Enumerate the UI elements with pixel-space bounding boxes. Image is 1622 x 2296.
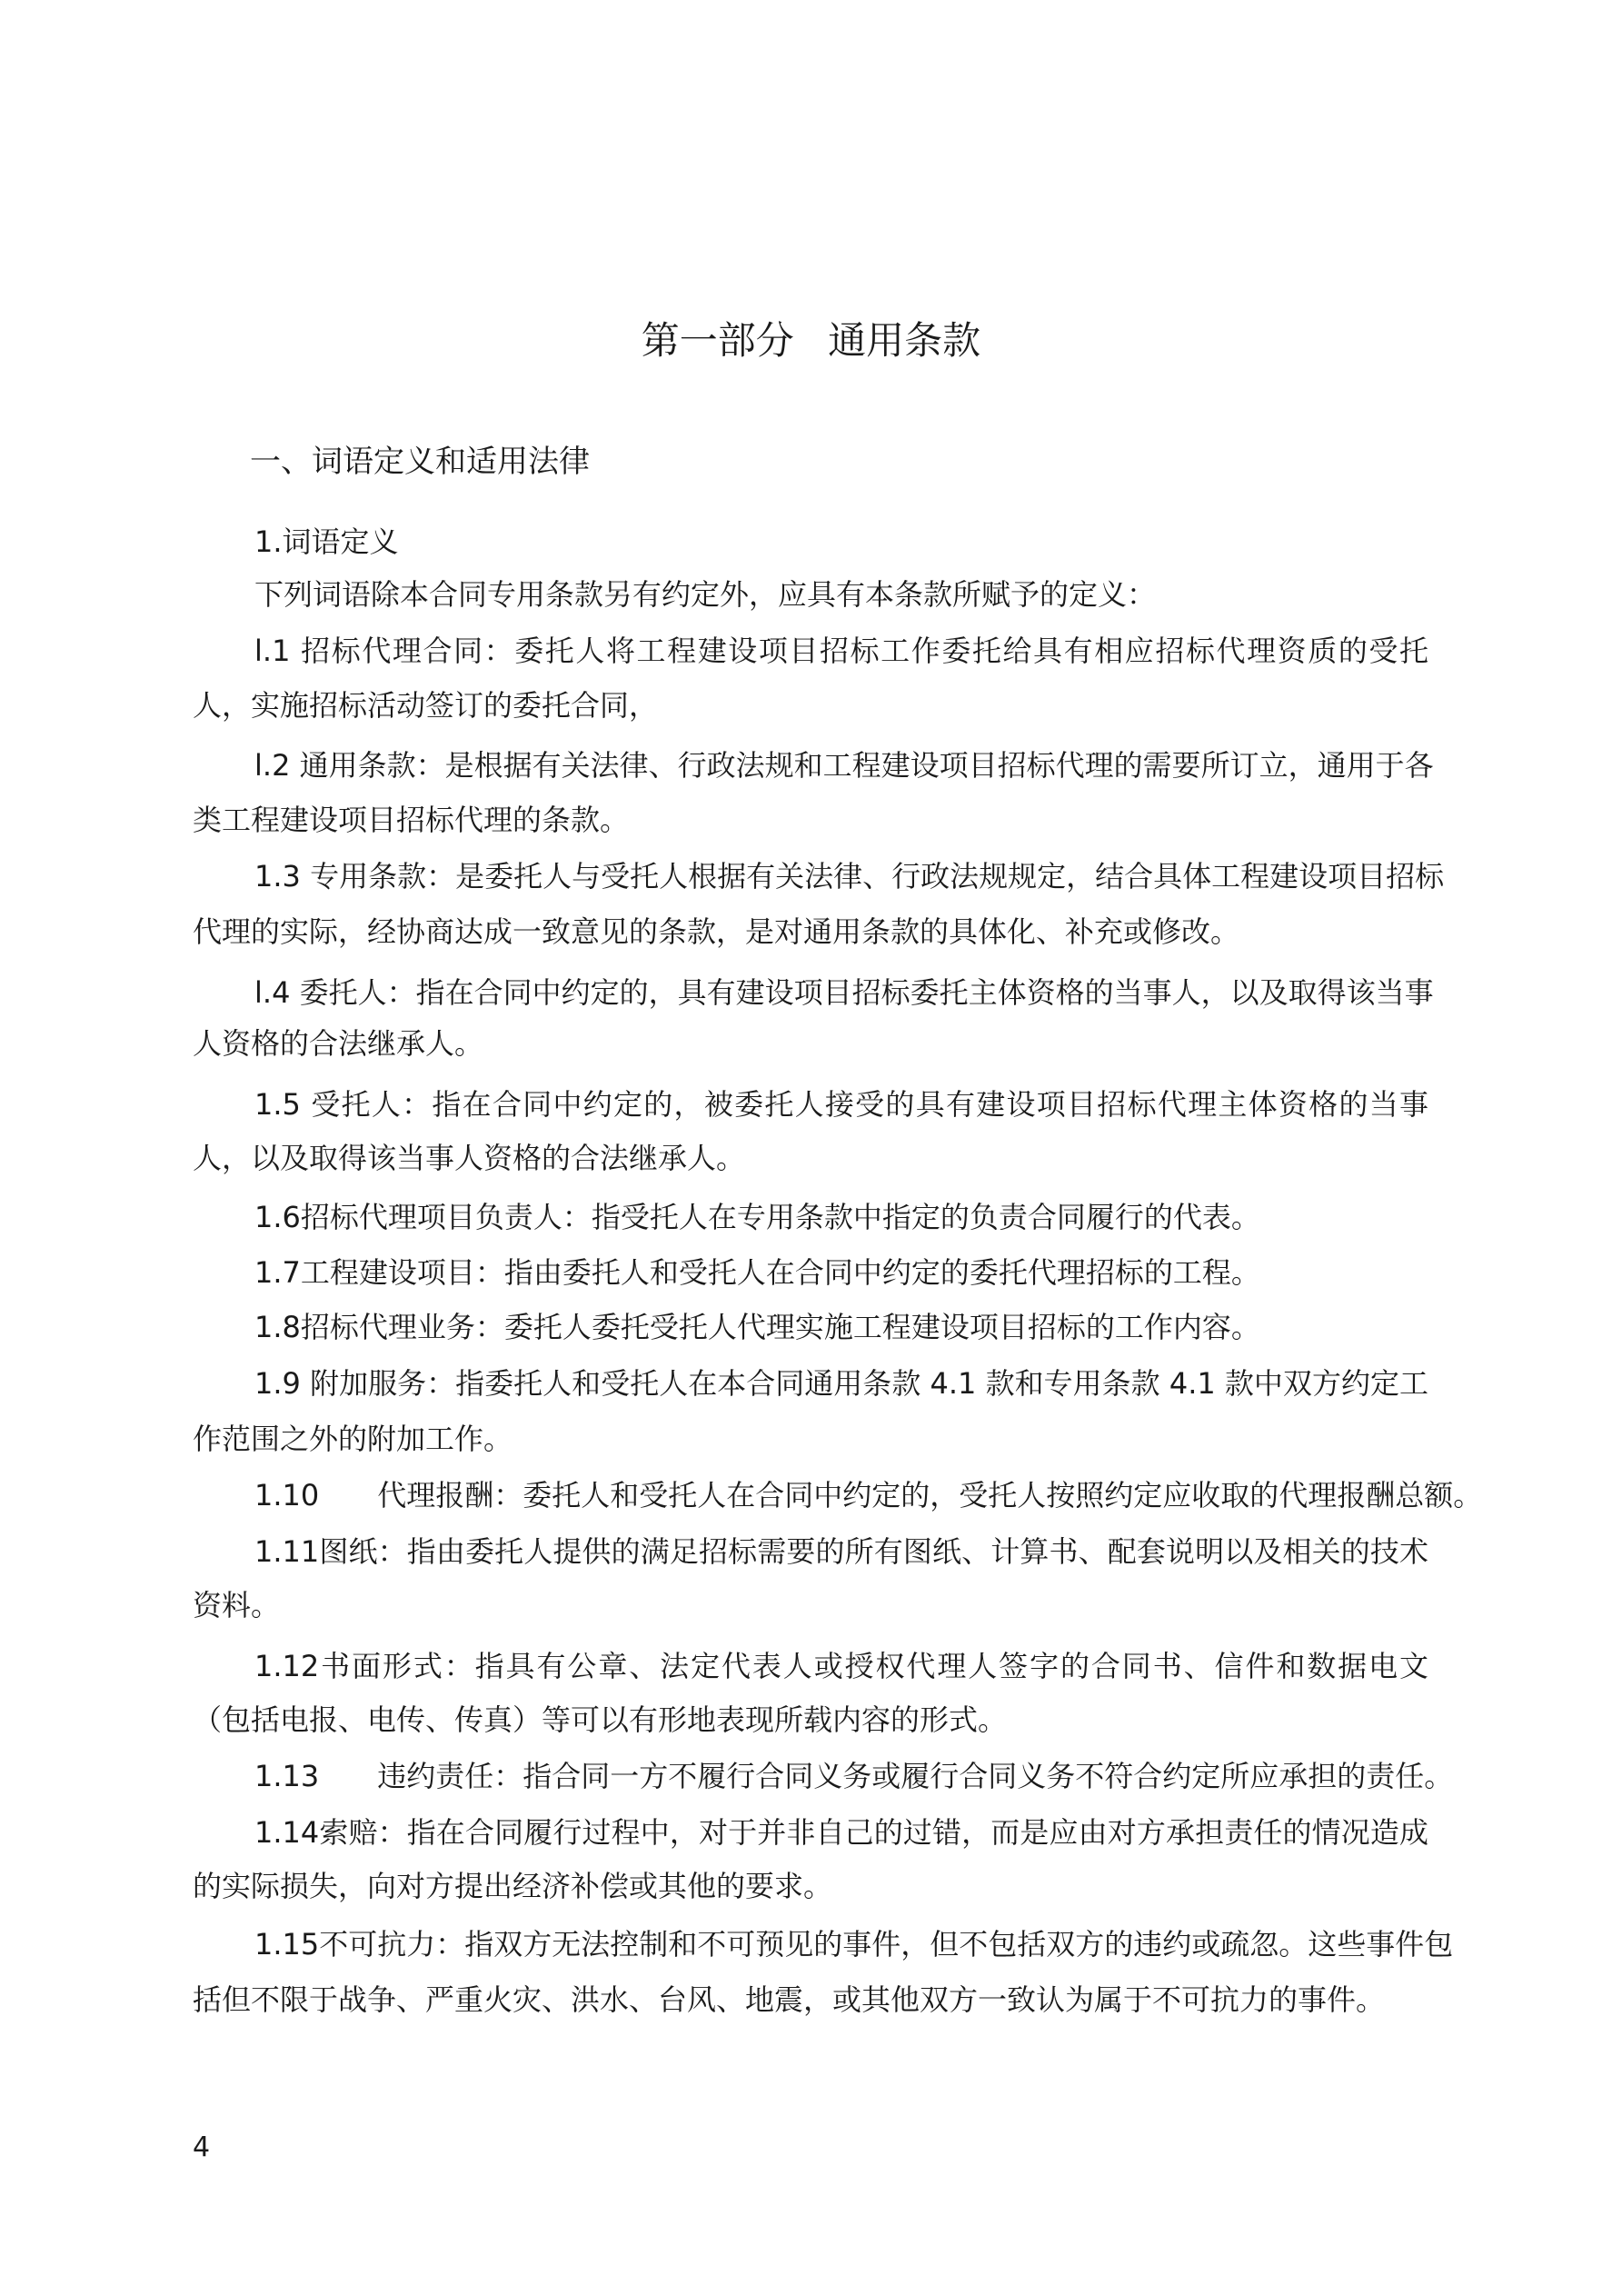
clause-text-continued: 资料。	[193, 1588, 281, 1622]
clause-text: 1.13 违约责任：指合同一方不履行合同义务或履行合同义务不符合约定所应承担的责任。	[254, 1759, 1454, 1793]
title-name: 通用条款	[828, 318, 981, 363]
clause-text: l.2 通用条款：是根据有关法律、行政法规和工程建设项目招标代理的需要所订立，通用于各	[254, 748, 1434, 783]
clause-text: 1.7工程建设项目：指由委托人和受托人在合同中约定的委托代理招标的工程。	[254, 1255, 1260, 1290]
clause-text: 1.3 专用条款：是委托人与受托人根据有关法律、行政法规规定，结合具体工程建设项目招标	[254, 859, 1445, 893]
clause-text-continued: 括但不限于战争、严重火灾、洪水、台风、地震，或其他双方一致认为属于不可抗力的事件。	[193, 1982, 1386, 2017]
clause-text-continued: （包括电报、电传、传真）等可以有形地表现所载内容的形式。	[193, 1702, 1008, 1737]
title-part: 第一部分	[641, 318, 794, 363]
clause-text: 1.8招标代理业务：委托人委托受托人代理实施工程建设项目招标的工作内容。	[254, 1310, 1260, 1344]
page-title	[0, 318, 1622, 364]
clause-text-continued: 代理的实际，经协商达成一致意见的条款，是对通用条款的具体化、补充或修改。	[193, 914, 1240, 949]
clause-text: 1.15不可抗力：指双方无法控制和不可预见的事件，但不包括双方的违约或疏忽。这些事件包	[254, 1927, 1454, 1962]
page-number: 4	[193, 2131, 211, 2163]
clause-text: 1.14索赔：指在合同履行过程中，对于并非自己的过错，而是应由对方承担责任的情况造成	[254, 1815, 1428, 1850]
clause-text-continued: 人资格的合法继承人。	[193, 1026, 484, 1061]
clause-text-continued: 人，实施招标活动签订的委托合同，	[193, 688, 659, 723]
clause-text-continued: 人，以及取得该当事人资格的合法继承人。	[193, 1141, 746, 1175]
section-heading: 一、词语定义和适用法律	[250, 444, 590, 480]
subsection-heading: 1.词语定义	[254, 524, 399, 559]
clause-text: l.4 委托人：指在合同中约定的，具有建设项目招标委托主体资格的当事人，以及取得该当事	[254, 975, 1434, 1010]
clause-text: 1.10 代理报酬：委托人和受托人在合同中约定的，受托人按照约定应收取的代理报酬总额。	[254, 1478, 1483, 1512]
clause-text-continued: 作范围之外的附加工作。	[193, 1422, 513, 1456]
clause-text: 1.9 附加服务：指委托人和受托人在本合同通用条款 4.1 款和专用条款 4.1 款中双方约定工	[254, 1366, 1428, 1401]
intro-text: 下列词语除本合同专用条款另有约定外，应具有本条款所赋予的定义：	[254, 577, 1157, 612]
clause-text-continued: 类工程建设项目招标代理的条款。	[193, 803, 630, 837]
clause-text: l.1 招标代理合同：委托人将工程建设项目招标工作委托给具有相应招标代理资质的受托	[254, 634, 1428, 668]
clause-text: 1.11图纸：指由委托人提供的满足招标需要的所有图纸、计算书、配套说明以及相关的技术	[254, 1534, 1428, 1569]
clause-text: 1.6招标代理项目负责人：指受托人在专用条款中指定的负责合同履行的代表。	[254, 1200, 1260, 1234]
clause-text: 1.12书面形式：指具有公章、法定代表人或授权代理人签字的合同书、信件和数据电文	[254, 1649, 1428, 1683]
clause-text: 1.5 受托人：指在合同中约定的，被委托人接受的具有建设项目招标代理主体资格的当事	[254, 1087, 1428, 1122]
clause-text-continued: 的实际损失，向对方提出经济补偿或其他的要求。	[193, 1869, 833, 1903]
